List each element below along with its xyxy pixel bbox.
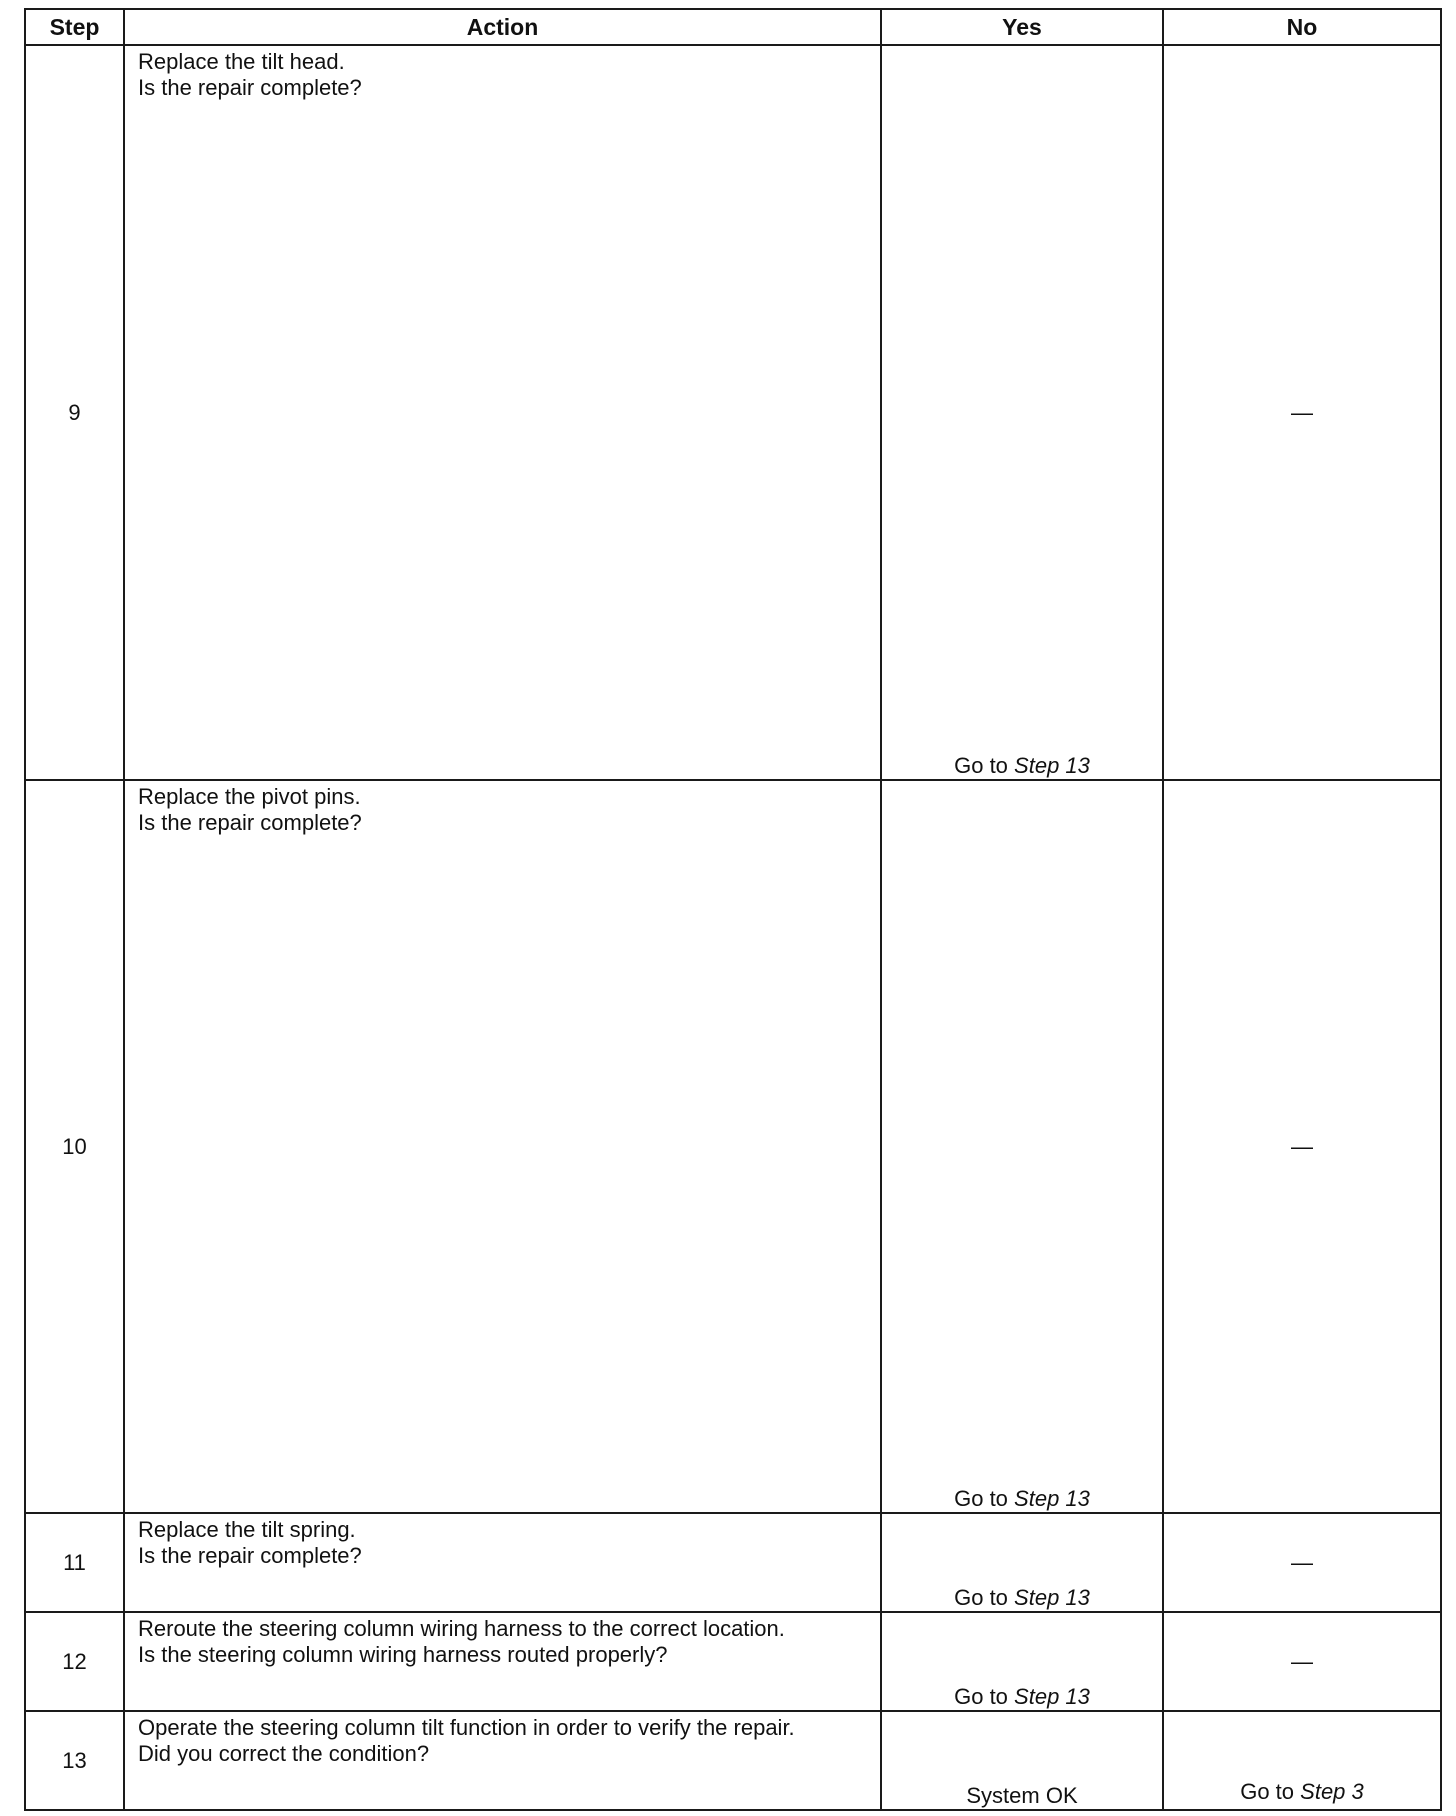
no-step-ref: Step 3 <box>1300 1779 1364 1804</box>
header-yes: Yes <box>881 9 1163 45</box>
yes-cell <box>881 1513 1163 1612</box>
table-row <box>25 1711 1441 1810</box>
table-row <box>25 780 1441 1513</box>
header-step: Step <box>25 9 124 45</box>
no-cell <box>1163 1711 1441 1810</box>
yes-step-ref: Step 13 <box>1014 1585 1090 1610</box>
table-row <box>25 1513 1441 1612</box>
header-action: Action <box>124 9 881 45</box>
no-cell <box>1163 780 1441 1513</box>
no-dash: — <box>1291 1648 1313 1674</box>
action-text: Reroute the steering column wiring harness to the correct location. <box>138 1616 785 1641</box>
yes-step-ref: Step 13 <box>1014 1684 1090 1709</box>
diagnostic-table <box>24 8 1442 1811</box>
yes-step-ref: Step 13 <box>1014 1486 1090 1511</box>
action-question: Is the repair complete? <box>138 1543 362 1568</box>
yes-prefix: Go to <box>954 753 1008 778</box>
yes-prefix: Go to <box>954 1684 1008 1709</box>
step-number: 10 <box>25 780 124 1513</box>
step-number: 13 <box>25 1711 124 1810</box>
no-dash: — <box>1291 1133 1313 1159</box>
yes-prefix: Go to <box>954 1585 1008 1610</box>
action-question: Did you correct the condition? <box>138 1741 430 1766</box>
table-row <box>25 1612 1441 1711</box>
no-dash: — <box>1291 399 1313 425</box>
yes-cell <box>881 45 1163 780</box>
yes-step-ref: Step 13 <box>1014 753 1090 778</box>
header-row <box>25 9 1441 45</box>
yes-cell <box>881 1612 1163 1711</box>
action-cell <box>124 1612 881 1711</box>
no-dash: — <box>1291 1549 1313 1575</box>
yes-cell <box>881 780 1163 1513</box>
step-number: 11 <box>25 1513 124 1612</box>
action-text: Replace the tilt head. <box>138 49 345 74</box>
no-prefix: Go to <box>1240 1779 1295 1804</box>
action-cell <box>124 1513 881 1612</box>
action-question: Is the steering column wiring harness routed properly? <box>138 1642 668 1667</box>
header-no: No <box>1163 9 1441 45</box>
action-cell <box>124 1711 881 1810</box>
step-number: 9 <box>25 45 124 780</box>
action-cell <box>124 780 881 1513</box>
action-cell <box>124 45 881 780</box>
action-text: Operate the steering column tilt function in order to verify the repair. <box>138 1715 795 1740</box>
table-row <box>25 45 1441 780</box>
action-question: Is the repair complete? <box>138 810 362 835</box>
action-text: Replace the tilt spring. <box>138 1517 356 1542</box>
action-question: Is the repair complete? <box>138 75 362 100</box>
no-cell <box>1163 1513 1441 1612</box>
yes-prefix: Go to <box>954 1486 1008 1511</box>
yes-cell: System OK <box>881 1711 1163 1810</box>
step-number: 12 <box>25 1612 124 1711</box>
no-cell <box>1163 1612 1441 1711</box>
no-cell <box>1163 45 1441 780</box>
action-text: Replace the pivot pins. <box>138 784 361 809</box>
